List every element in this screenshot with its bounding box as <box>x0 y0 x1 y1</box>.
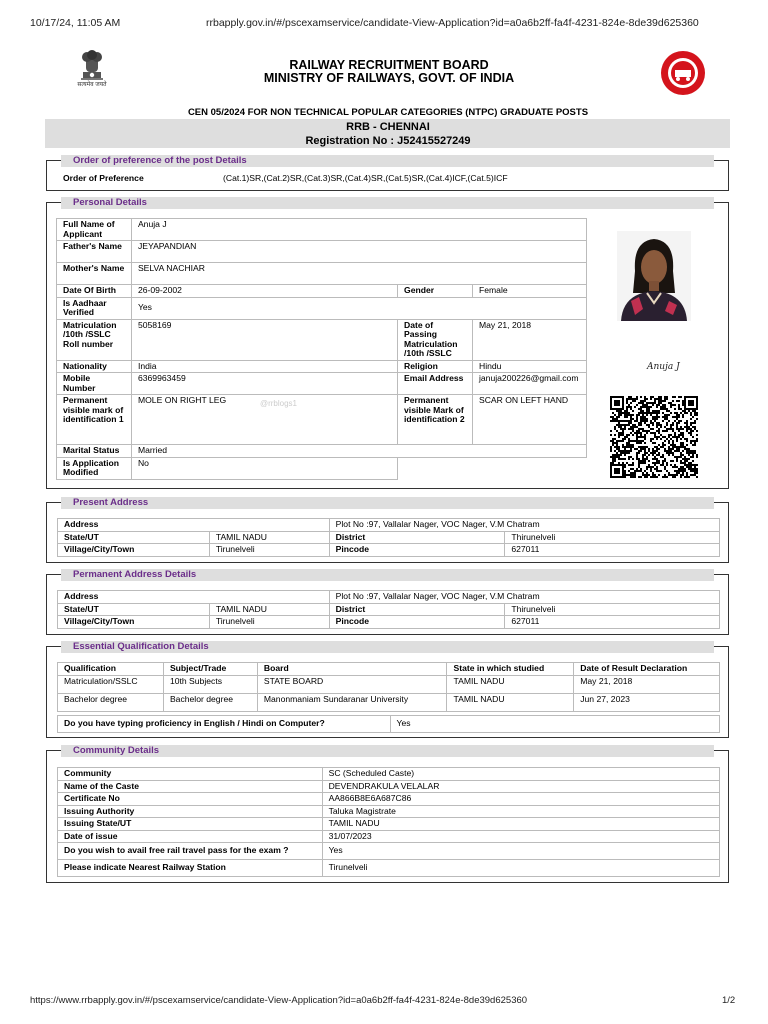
col-subject: Subject/Trade <box>163 663 257 676</box>
col-state: State in which studied <box>447 663 574 676</box>
preference-label: Order of Preference <box>63 173 144 183</box>
qr-code-icon <box>610 396 698 478</box>
page-number: 1/2 <box>722 995 736 1006</box>
permanent-village-value: Tirunelveli <box>209 616 329 629</box>
personal-heading: Personal Details <box>61 197 714 209</box>
marital-label: Marital Status <box>57 445 132 458</box>
mark1-value: MOLE ON RIGHT LEG <box>137 395 227 405</box>
mark2-value: SCAR ON LEFT HAND <box>472 395 586 445</box>
qual-cell: Bachelor degree <box>163 694 257 712</box>
modified-value: No <box>131 457 397 479</box>
qual-cell: Manonmaniam Sundaranar University <box>257 694 447 712</box>
qual-cell: STATE BOARD <box>257 676 447 694</box>
caste-label: Name of the Caste <box>58 780 323 793</box>
personal-section <box>46 197 729 489</box>
dob-value: 26-09-2002 <box>131 285 397 298</box>
nationality-label: Nationality <box>57 360 132 373</box>
roll-value: 5058169 <box>131 319 397 360</box>
present-pincode-label: Pincode <box>329 544 505 557</box>
signature: Anuja J <box>647 362 680 372</box>
mark1-label: Permanent visible mark of identification 1 <box>57 395 132 445</box>
gender-value: Female <box>472 285 586 298</box>
typing-value: Yes <box>390 716 719 733</box>
mobile-value: 6369963459 <box>131 373 397 395</box>
col-result-date: Date of Result Declaration <box>574 663 720 676</box>
roll-label: Matriculation /10th /SSLC Roll number <box>57 319 132 360</box>
permanent-pincode-label: Pincode <box>329 616 505 629</box>
authority-value: Taluka Magistrate <box>322 805 719 818</box>
registration-number: Registration No : J52415527249 <box>305 135 471 147</box>
present-village-value: Tirunelveli <box>209 544 329 557</box>
community-heading: Community Details <box>61 745 714 757</box>
personal-table <box>56 218 587 480</box>
certificate-label: Certificate No <box>58 793 323 806</box>
rrb-zone: RRB - CHENNAI <box>346 121 430 133</box>
typing-table <box>57 715 720 733</box>
table-row <box>58 694 720 712</box>
email-value: januja200226@gmail.com <box>472 373 586 395</box>
cen-title: CEN 05/2024 FOR NON TECHNICAL POPULAR CATEGORIES (NTPC) GRADUATE POSTS <box>187 107 589 118</box>
issuing-state-label: Issuing State/UT <box>58 818 323 831</box>
full-name-value: Anuja J <box>131 219 586 241</box>
email-label: Email Address <box>398 373 473 395</box>
caste-value: DEVENDRAKULA VELALAR <box>322 780 719 793</box>
permanent-district-label: District <box>329 603 505 616</box>
permanent-state-value: TAMIL NADU <box>209 603 329 616</box>
permanent-address-value: Plot No :97, Vallalar Nager, VOC Nager, V.M Chatram <box>329 591 719 604</box>
community-value: SC (Scheduled Caste) <box>322 768 719 781</box>
present-address-label: Address <box>58 519 330 532</box>
preference-heading: Order of preference of the post Details <box>61 155 714 167</box>
watermark: @rrblogs1 <box>259 399 297 408</box>
qual-cell: Bachelor degree <box>58 694 164 712</box>
mobile-label: Mobile Number <box>57 373 132 395</box>
full-name-label: Full Name of Applicant <box>57 219 132 241</box>
present-district-value: Thirunelveli <box>505 531 720 544</box>
passing-value: May 21, 2018 <box>472 319 586 360</box>
board-title: RAILWAY RECRUITMENT BOARD <box>289 58 489 72</box>
railway-station-label: Please indicate Nearest Railway Station <box>58 860 323 877</box>
present-address-table <box>57 518 720 557</box>
table-row <box>58 676 720 694</box>
mother-value: SELVA NACHIAR <box>131 263 586 285</box>
gender-label: Gender <box>398 285 473 298</box>
print-datetime: 10/17/24, 11:05 AM <box>30 17 121 29</box>
permanent-pincode-value: 627011 <box>505 616 720 629</box>
present-state-value: TAMIL NADU <box>209 531 329 544</box>
rail-pass-value: Yes <box>322 843 719 860</box>
aadhaar-label: Is Aadhaar Verified <box>57 297 132 319</box>
print-url: rrbapply.gov.in/#/pscexamservice/candidate-View-Application?id=a0a6b2ff-fa4f-4231-824e-8de39d625360 <box>206 17 699 29</box>
permanent-address-label: Address <box>58 591 330 604</box>
qualification-section <box>46 641 729 738</box>
permanent-address-table <box>57 590 720 629</box>
present-address-heading: Present Address <box>61 497 714 509</box>
col-board: Board <box>257 663 447 676</box>
emblem-caption: सत्यमेव जयते <box>77 82 107 88</box>
marital-value: Married <box>131 445 586 458</box>
typing-label: Do you have typing proficiency in English / Hindi on Computer? <box>58 716 391 733</box>
nationality-value: India <box>131 360 397 373</box>
qualification-table <box>57 662 720 712</box>
indian-railways-logo-icon <box>660 50 706 96</box>
permanent-address-section <box>46 569 729 635</box>
qualification-heading: Essential Qualification Details <box>61 641 714 653</box>
religion-value: Hindu <box>472 360 586 373</box>
present-address-section <box>46 497 729 563</box>
authority-label: Issuing Authority <box>58 805 323 818</box>
rail-pass-label: Do you wish to avail free rail travel pass for the exam ? <box>58 843 323 860</box>
passing-label: Date of Passing Matriculation /10th /SSLC <box>398 319 473 360</box>
qual-cell: TAMIL NADU <box>447 676 574 694</box>
qual-cell: May 21, 2018 <box>574 676 720 694</box>
qual-cell: Jun 27, 2023 <box>574 694 720 712</box>
permanent-district-value: Thirunelveli <box>505 603 720 616</box>
ministry-title: MINISTRY OF RAILWAYS, GOVT. OF INDIA <box>263 71 515 85</box>
dob-label: Date Of Birth <box>57 285 132 298</box>
issue-date-value: 31/07/2023 <box>322 830 719 843</box>
community-label: Community <box>58 768 323 781</box>
preference-section <box>46 155 729 191</box>
permanent-village-label: Village/City/Town <box>58 616 210 629</box>
community-table <box>57 767 720 877</box>
issuing-state-value: TAMIL NADU <box>322 818 719 831</box>
present-state-label: State/UT <box>58 531 210 544</box>
certificate-value: AA866B8E6A687C86 <box>322 793 719 806</box>
railway-station-value: Tirunelveli <box>322 860 719 877</box>
father-value: JEYAPANDIAN <box>131 241 586 263</box>
mother-label: Mother's Name <box>57 263 132 285</box>
footer-url: https://www.rrbapply.gov.in/#/pscexamservice/candidate-View-Application?id=a0a6b2ff-fa4f-4231-824e-8de39d625360 <box>30 995 528 1006</box>
present-district-label: District <box>329 531 505 544</box>
permanent-state-label: State/UT <box>58 603 210 616</box>
present-pincode-value: 627011 <box>505 544 720 557</box>
religion-label: Religion <box>398 360 473 373</box>
aadhaar-value: Yes <box>131 297 586 319</box>
qual-cell: 10th Subjects <box>163 676 257 694</box>
col-qualification: Qualification <box>58 663 164 676</box>
present-village-label: Village/City/Town <box>58 544 210 557</box>
modified-label: Is Application Modified <box>57 457 132 479</box>
preference-value: (Cat.1)SR,(Cat.2)SR,(Cat.3)SR,(Cat.4)SR,(Cat.5)SR,(Cat.4)ICF,(Cat.5)ICF <box>223 173 508 183</box>
issue-date-label: Date of issue <box>58 830 323 843</box>
community-section <box>46 745 729 883</box>
qual-cell: Matriculation/SSLC <box>58 676 164 694</box>
present-address-value: Plot No :97, Vallalar Nager, VOC Nager, V.M Chatram <box>329 519 719 532</box>
father-label: Father's Name <box>57 241 132 263</box>
permanent-address-heading: Permanent Address Details <box>61 569 714 581</box>
mark2-label: Permanent visible Mark of identification 2 <box>398 395 473 445</box>
qual-cell: TAMIL NADU <box>447 694 574 712</box>
applicant-photo <box>617 231 691 321</box>
